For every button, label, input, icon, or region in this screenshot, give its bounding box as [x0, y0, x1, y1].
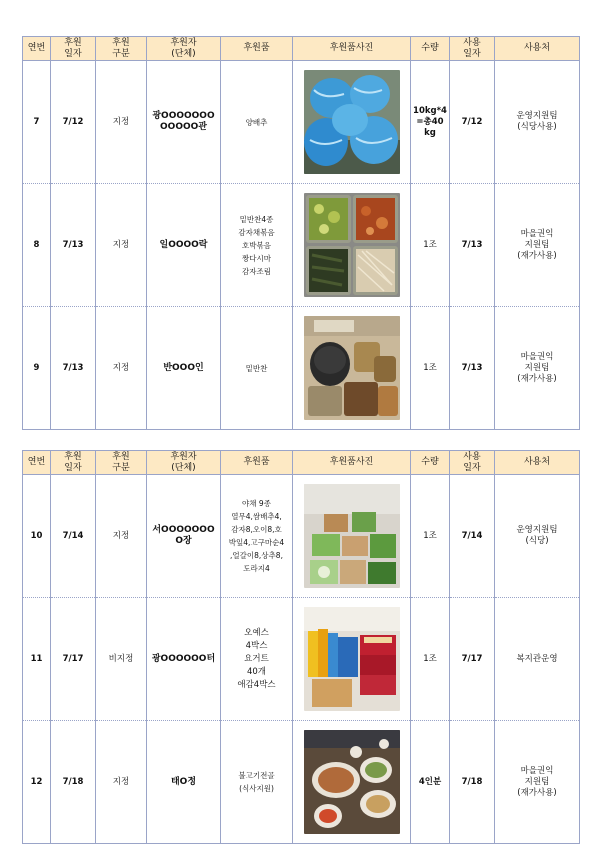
item-line: 40개 — [246, 666, 267, 677]
col-use-place: 사용처 — [495, 37, 580, 61]
cell-qty: 10kg*4 =총40 kg — [411, 61, 450, 184]
cell-date: 7/13 — [51, 184, 96, 307]
side-dish-trays-photo — [304, 193, 400, 297]
cell-use-date: 7/13 — [450, 184, 495, 307]
table-row — [23, 307, 580, 430]
cell-items — [221, 475, 293, 598]
donation-table-1 — [22, 36, 580, 430]
item-line: 감자8,오이8,호 — [231, 525, 282, 534]
cell-use-place: 마을권익 지원팀 (재가사용) — [495, 307, 580, 430]
table-row — [23, 61, 580, 184]
table-row — [23, 721, 580, 844]
cell-type: 지정 — [96, 61, 147, 184]
cell-date: 7/12 — [51, 61, 96, 184]
item-line: 도라지4 — [243, 564, 270, 573]
cell-photo — [293, 721, 411, 844]
item-line: 호박볶음 — [242, 240, 271, 250]
cell-no: 10 — [23, 475, 51, 598]
item-line: 밑반찬 — [245, 363, 268, 373]
cell-photo — [293, 61, 411, 184]
cell-qty: 1조 — [411, 475, 450, 598]
item-line: 열무4,쌈배추4, — [231, 512, 282, 521]
col-donate-date: 후원 일자 — [51, 37, 96, 61]
cell-photo — [293, 184, 411, 307]
cell-items — [221, 721, 293, 844]
item-line: ,얼갈이8,상추8, — [230, 551, 283, 560]
item-line: 4박스 — [245, 640, 268, 651]
cell-date: 7/18 — [51, 721, 96, 844]
cell-no: 12 — [23, 721, 51, 844]
col-items: 후원품 — [221, 37, 293, 61]
cell-qty: 1조 — [411, 307, 450, 430]
col-donate-type: 후원 구분 — [96, 451, 147, 475]
cell-use-date: 7/13 — [450, 307, 495, 430]
cell-no: 8 — [23, 184, 51, 307]
item-line: 불고기전골 — [238, 771, 275, 780]
cell-date: 7/17 — [51, 598, 96, 721]
header-row — [23, 451, 580, 475]
cell-donor: 광OOOOOOOOOOOO관 — [147, 61, 221, 184]
cell-type: 지정 — [96, 307, 147, 430]
cell-date: 7/13 — [51, 307, 96, 430]
col-items: 후원품 — [221, 451, 293, 475]
col-no: 연번 — [23, 37, 51, 61]
cell-items — [221, 598, 293, 721]
cell-no: 7 — [23, 61, 51, 184]
table-row — [23, 598, 580, 721]
cell-use-date: 7/18 — [450, 721, 495, 844]
cell-use-place: 운영지원팀 (식당사용) — [495, 61, 580, 184]
table-row — [23, 475, 580, 598]
cell-use-place: 마을권익 지원팀 (재가사용) — [495, 184, 580, 307]
cell-type: 지정 — [96, 475, 147, 598]
item-line: 오예스 — [244, 627, 269, 638]
cell-use-date: 7/12 — [450, 61, 495, 184]
cell-date: 7/14 — [51, 475, 96, 598]
packed-side-dishes-photo — [304, 316, 400, 420]
table-row — [23, 184, 580, 307]
col-photo: 후원품사진 — [293, 451, 411, 475]
cell-donor: 서OOOOOOOO장 — [147, 475, 221, 598]
cell-donor: 반OOO인 — [147, 307, 221, 430]
col-photo: 후원품사진 — [293, 37, 411, 61]
col-donor: 후원자 (단체) — [147, 451, 221, 475]
item-line: 밑반찬4종 — [239, 214, 274, 224]
cell-use-date: 7/17 — [450, 598, 495, 721]
cell-no: 9 — [23, 307, 51, 430]
cell-use-place: 복지관운영 — [495, 598, 580, 721]
cell-donor: 광OOOOOO터 — [147, 598, 221, 721]
item-line: (식사지원) — [239, 784, 274, 793]
item-line: 요거트 — [244, 653, 269, 664]
col-qty: 수량 — [411, 37, 450, 61]
cell-use-place: 운영지원팀 (식당) — [495, 475, 580, 598]
cell-no: 11 — [23, 598, 51, 721]
cell-photo — [293, 307, 411, 430]
cell-type: 지정 — [96, 184, 147, 307]
bulgogi-meal-photo — [304, 730, 400, 834]
cell-photo — [293, 598, 411, 721]
cell-type: 지정 — [96, 721, 147, 844]
col-use-date: 사용 일자 — [450, 451, 495, 475]
col-no: 연번 — [23, 451, 51, 475]
cell-use-place: 마을권익 지원팀 (재가사용) — [495, 721, 580, 844]
cell-photo — [293, 475, 411, 598]
cell-type: 비지정 — [96, 598, 147, 721]
cabbage-bags-photo — [304, 70, 400, 174]
cell-qty: 1조 — [411, 598, 450, 721]
donation-table-2 — [22, 450, 580, 844]
col-donor: 후원자 (단체) — [147, 37, 221, 61]
cell-items — [221, 61, 293, 184]
col-qty: 수량 — [411, 451, 450, 475]
col-use-date: 사용 일자 — [450, 37, 495, 61]
col-donate-date: 후원 일자 — [51, 451, 96, 475]
snack-boxes-photo — [304, 607, 400, 711]
col-donate-type: 후원 구분 — [96, 37, 147, 61]
item-line: 짱다시마 — [242, 253, 271, 263]
item-line: 감자채볶음 — [238, 227, 275, 237]
item-line: 야채 9종 — [242, 499, 271, 508]
cell-use-date: 7/14 — [450, 475, 495, 598]
cell-items — [221, 307, 293, 430]
item-line: 애감4박스 — [237, 679, 276, 690]
vegetable-boxes-photo — [304, 484, 400, 588]
cell-donor: 일OOOO락 — [147, 184, 221, 307]
item-line: 박잎4,고구마순4 — [228, 538, 285, 547]
item-line: 감자조림 — [242, 266, 271, 276]
cell-donor: 태O정 — [147, 721, 221, 844]
header-row — [23, 37, 580, 61]
col-use-place: 사용처 — [495, 451, 580, 475]
cell-items — [221, 184, 293, 307]
item-line: 양배추 — [245, 117, 268, 127]
cell-qty: 1조 — [411, 184, 450, 307]
cell-qty: 4인분 — [411, 721, 450, 844]
